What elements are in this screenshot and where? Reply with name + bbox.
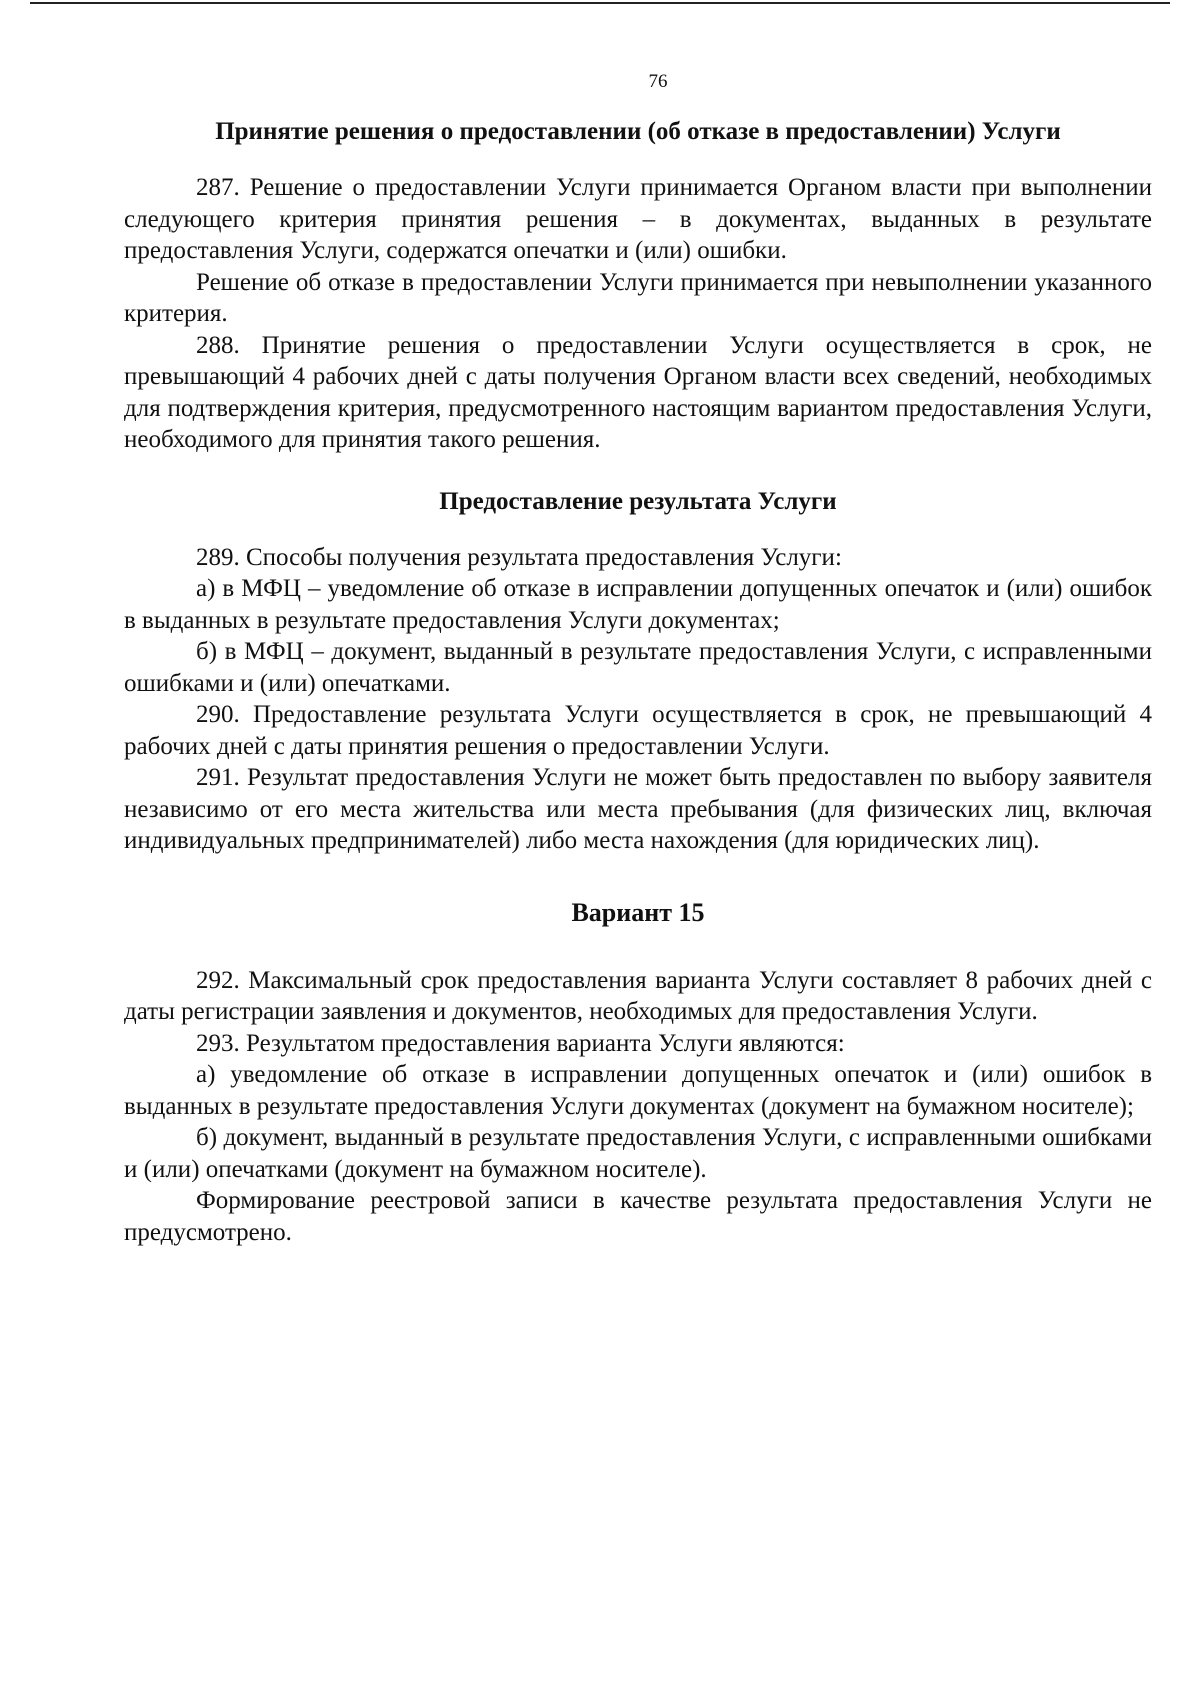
paragraph-293: 293. Результатом предоставления варианта Услуги являются: [196,1029,845,1057]
section-heading-result: Предоставление результата Услуги [439,487,837,515]
document-page [124,70,1152,1248]
paragraph-registry-record: Формирование реестровой записи в качестве результата предоставления Услуги не предусмотрено. [124,1187,1152,1246]
paragraph-288: 288. Принятие решения о предоставлении Услуги осуществляется в срок, не превышающий 4 рабочих дней с даты получения Органом власти всех сведений, необходимых для подтверждения критерия, предусмотренного настоящим вариантом предоставления Услуги, необходимого для принятия такого решения. [124,331,1152,453]
paragraph-289-b: б) в МФЦ – документ, выданный в результате предоставления Услуги, с исправленными ошибками и (или) опечатками. [124,638,1152,697]
page-number: 76 [648,71,668,92]
paragraph-293-a: а) уведомление об отказе в исправлении допущенных опечаток и (или) ошибок в выданных в результате предоставления Услуги документах (документ на бумажном носителе); [124,1061,1152,1120]
paragraph-287: 287. Решение о предоставлении Услуги принимается Органом власти при выполнении следующего критерия принятия решения – в документах, выданных в результате предоставления Услуги, содержатся опечатки и (или) ошибки. [124,174,1152,264]
paragraph-289: 289. Способы получения результата предоставления Услуги: [196,543,842,571]
section-heading-decision: Принятие решения о предоставлении (об отказе в предоставлении) Услуги [215,118,1061,145]
section-heading-variant-15: Вариант 15 [571,897,705,927]
top-border-line [30,2,1170,4]
paragraph-291: 291. Результат предоставления Услуги не может быть предоставлен по выбору заявителя независимо от его места жительства или места пребывания (для физических лиц, включая индивидуальных предпринимателей) либо места нахождения (для юридических лиц). [124,764,1152,854]
paragraph-290: 290. Предоставление результата Услуги осуществляется в срок, не превышающий 4 рабочих дней с даты принятия решения о предоставлении Услуги. [124,701,1152,760]
paragraph-refusal-decision: Решение об отказе в предоставлении Услуги принимается при невыполнении указанного критерия. [124,268,1152,327]
paragraph-292: 292. Максимальный срок предоставления варианта Услуги составляет 8 рабочих дней с даты регистрации заявления и документов, необходимых для предоставления Услуги. [124,966,1152,1025]
paragraph-293-b: б) документ, выданный в результате предоставления Услуги, с исправленными ошибками и (или) опечатками (документ на бумажном носителе). [124,1124,1152,1183]
paragraph-289-a: а) в МФЦ – уведомление об отказе в исправлении допущенных опечаток и (или) ошибок в выданных в результате предоставления Услуги документах; [124,575,1152,634]
